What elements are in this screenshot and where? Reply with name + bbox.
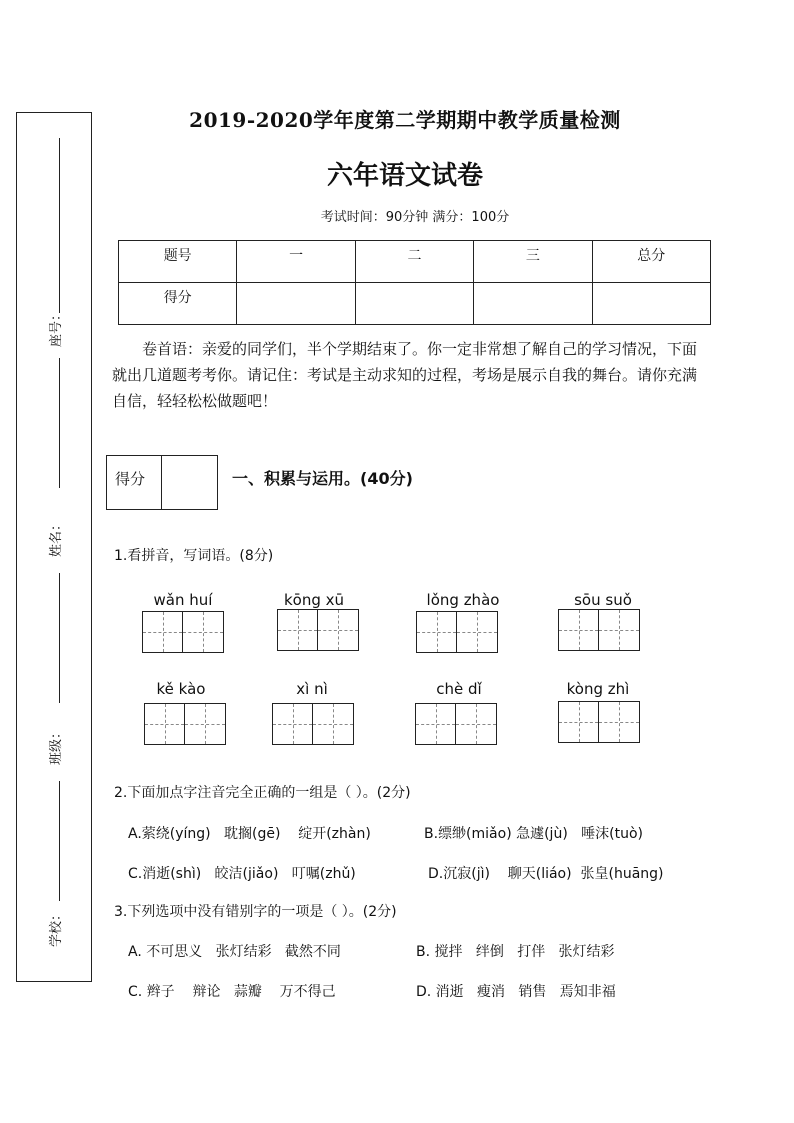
score-entry-cell[interactable] <box>355 283 473 325</box>
table-cell: 一 <box>237 241 355 283</box>
writing-grid[interactable] <box>558 609 640 651</box>
question-3-prompt: 3.下列选项中没有错别字的一项是（ ）。(2分) <box>114 904 397 920</box>
pinyin-label: lǒng zhào <box>426 591 500 609</box>
pinyin-label: sōu suǒ <box>574 591 632 609</box>
class-line-lower <box>59 781 60 901</box>
writing-grid[interactable] <box>144 703 226 745</box>
score-entry-cell[interactable] <box>592 283 710 325</box>
table-cell: 题号 <box>119 241 237 283</box>
writing-grid[interactable] <box>415 703 497 745</box>
question-1-prompt: 1.看拼音，写词语。(8分) <box>114 548 274 564</box>
school-label: 学校： <box>49 907 64 947</box>
exam-subtitle: 六年语文试卷 <box>326 161 483 191</box>
name-label: 姓名： <box>49 517 64 557</box>
section-score-label: 得分 <box>107 456 162 509</box>
exam-meta: 考试时间：90分钟 满分：100分 <box>320 210 510 225</box>
question-2-prompt: 2.下面加点字注音完全正确的一组是（ ）。(2分) <box>114 785 411 801</box>
writing-grid[interactable] <box>142 611 224 653</box>
table-cell: 二 <box>355 241 473 283</box>
score-entry-cell[interactable] <box>474 283 592 325</box>
writing-grid[interactable] <box>416 611 498 653</box>
table-cell: 得分 <box>119 283 237 325</box>
class-label: 班级： <box>49 725 64 765</box>
option-a: A.萦绕(yíng) 耽搁(gē) 绽开(zhàn) <box>128 826 371 842</box>
writing-grid[interactable] <box>277 609 359 651</box>
seat-label: 座号： <box>49 307 64 347</box>
option-c: C.消逝(shì) 皎洁(jiǎo) 叮嘱(zhǔ) <box>128 866 356 882</box>
intro-paragraph: 卷首语：亲爱的同学们，半个学期结束了。你一定非常想了解自己的学习情况，下面就出几道题考考你。请记住：考试是主动求知的过程，考场是展示自我的舞台。请你充满自信，轻轻松松做题吧！ <box>112 340 698 410</box>
pinyin-label: xì nì <box>296 680 328 698</box>
pinyin-label: wǎn huí <box>153 591 213 609</box>
binding-margin <box>16 112 92 982</box>
option-c: C. 辫子 辩论 蒜瓣 万不得己 <box>128 984 336 1000</box>
name-line <box>59 573 60 703</box>
option-d: D.沉寂(jì) 聊天(liáo) 张皇(huāng) <box>428 866 664 882</box>
seat-line <box>59 138 60 313</box>
table-cell: 总分 <box>592 241 710 283</box>
pinyin-label: chè dǐ <box>436 680 482 698</box>
score-table-header-row <box>119 241 711 283</box>
writing-grid[interactable] <box>272 703 354 745</box>
seat-line-lower <box>59 358 60 488</box>
pinyin-label: kě kào <box>156 680 206 698</box>
option-b: B. 搅拌 绊倒 打伴 张灯结彩 <box>416 944 615 960</box>
section-score-box <box>106 455 218 510</box>
section-heading: 一、积累与运用。(40分) <box>232 469 413 488</box>
pinyin-label: kòng zhì <box>566 680 630 698</box>
option-d: D. 消逝 瘦消 销售 焉知非福 <box>416 984 616 1000</box>
writing-grid[interactable] <box>558 701 640 743</box>
option-a: A. 不可思义 张灯结彩 截然不同 <box>128 944 341 960</box>
section-score-entry[interactable] <box>162 456 217 509</box>
score-entry-cell[interactable] <box>237 283 355 325</box>
exam-title: 2019-2020学年度第二学期期中教学质量检测 <box>189 108 621 132</box>
option-b: B.缥缈(miǎo) 急遽(jù) 唾沫(tuò) <box>424 826 643 842</box>
table-cell: 三 <box>474 241 592 283</box>
score-table-score-row <box>119 283 711 325</box>
pinyin-label: kōng xū <box>283 591 345 609</box>
score-table <box>118 240 711 325</box>
